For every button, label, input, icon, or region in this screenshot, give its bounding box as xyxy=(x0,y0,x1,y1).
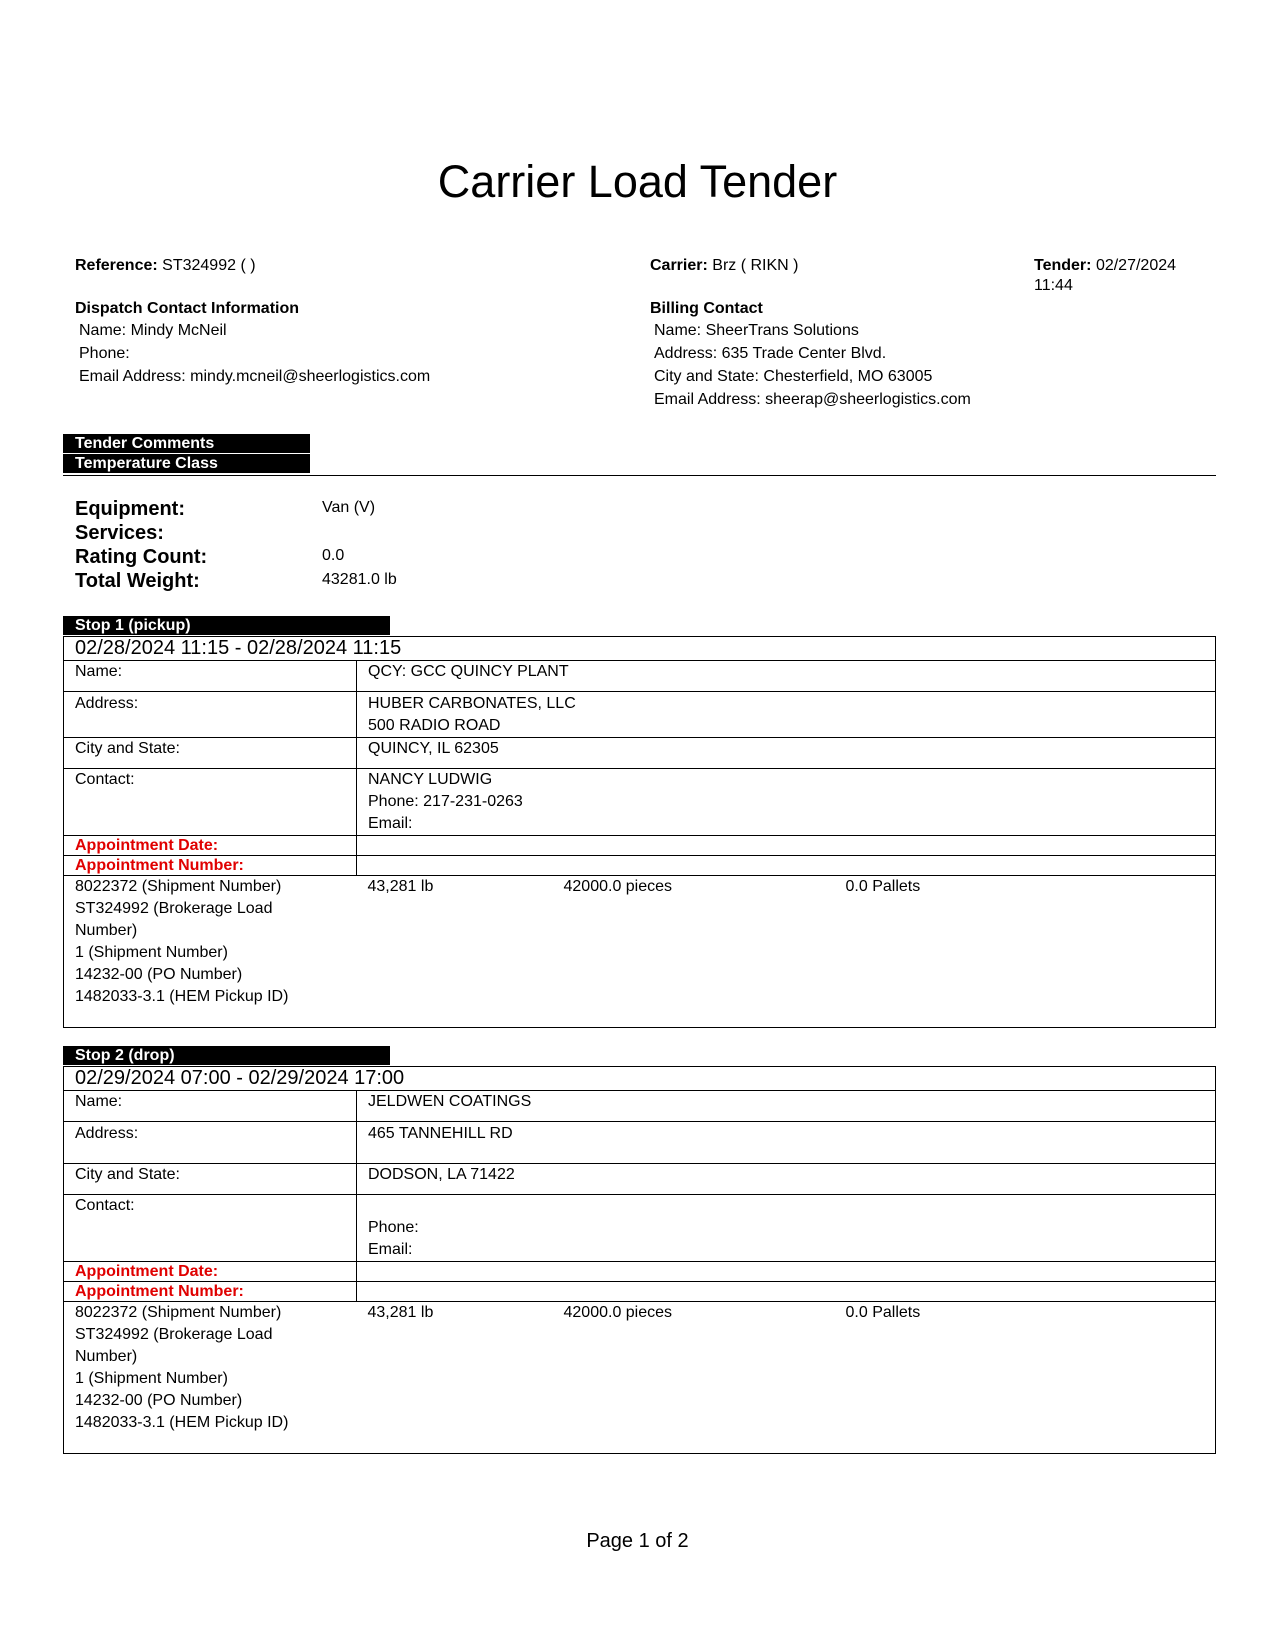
billing-name-label: Name: xyxy=(654,322,702,339)
stop-2-weight: 43,281 lb xyxy=(367,1304,434,1321)
carrier-field xyxy=(650,256,798,276)
stop-2-contact xyxy=(357,1195,1216,1262)
stop-1-contact-phone: Phone: 217-231-0263 xyxy=(368,793,523,810)
stop-1-pallets: 0.0 Pallets xyxy=(845,878,921,895)
total-weight-label: Total Weight: xyxy=(75,570,200,592)
stop-2-reference: ST324992 (Brokerage Load xyxy=(75,1326,273,1343)
tender-label: Tender: xyxy=(1034,257,1092,274)
stop-2-reference: 1 (Shipment Number) xyxy=(75,1370,228,1387)
stop-2-appointment-date-label: Appointment Date: xyxy=(64,1262,357,1282)
stop-2-table xyxy=(63,1066,1216,1454)
stop-1-contact-label: Contact: xyxy=(64,769,357,836)
reference-label: Reference: xyxy=(75,257,158,274)
stop-2-pallets: 0.0 Pallets xyxy=(845,1304,921,1321)
reference-value: ST324992 ( ) xyxy=(162,257,256,274)
stop-1-address xyxy=(357,692,1216,738)
stop-1-city: QUINCY, IL 62305 xyxy=(357,738,1216,769)
equipment-value: Van (V) xyxy=(322,499,376,516)
dispatch-contact xyxy=(75,298,430,388)
stop-1-address-line-2: 500 RADIO ROAD xyxy=(368,717,501,734)
stop-2-appointment-number-label: Appointment Number: xyxy=(64,1282,357,1302)
stop-1-appointment-number-label: Appointment Number: xyxy=(64,856,357,876)
stop-1-name: QCY: GCC QUINCY PLANT xyxy=(357,661,1216,692)
stop-1-address-line-1: HUBER CARBONATES, LLC xyxy=(368,695,576,712)
billing-heading: Billing Contact xyxy=(650,300,763,317)
billing-address xyxy=(650,342,971,365)
divider xyxy=(63,475,1216,476)
rating-count-label: Rating Count: xyxy=(75,546,208,568)
stop-2-datetime: 02/29/2024 07:00 - 02/29/2024 17:00 xyxy=(64,1067,1216,1091)
stop-1-address-label: Address: xyxy=(64,692,357,738)
carrier-value: Brz ( RIKN ) xyxy=(712,257,799,274)
stop-2-address-line-1: 465 TANNEHILL RD xyxy=(368,1125,513,1142)
dispatch-heading: Dispatch Contact Information xyxy=(75,300,300,317)
stop-2-header: Stop 2 (drop) xyxy=(63,1046,390,1065)
stop-2-quantities xyxy=(357,1302,1216,1454)
equipment-label: Equipment: xyxy=(75,498,185,520)
stop-2-contact-phone: Phone: xyxy=(368,1219,419,1236)
billing-address-label: Address: xyxy=(654,345,718,362)
billing-city-value: Chesterfield xyxy=(763,368,849,385)
dispatch-phone: Phone: xyxy=(79,345,130,362)
dispatch-email: Email Address: mindy.mcneil@sheerlogistics.com xyxy=(79,368,431,385)
stop-1-contact-email: Email: xyxy=(368,815,413,832)
stop-1-reference: 1 (Shipment Number) xyxy=(75,944,228,961)
billing-name-value: SheerTrans Solutions xyxy=(705,322,859,339)
stop-1-reference: 14232-00 (PO Number) xyxy=(75,966,243,983)
billing-state-value: MO 63005 xyxy=(857,368,933,385)
billing-email: Email Address: sheerap@sheerlogistics.com xyxy=(654,391,971,408)
stop-1-header: Stop 1 (pickup) xyxy=(63,616,390,635)
stop-2-address xyxy=(357,1122,1216,1164)
stop-1-references xyxy=(64,876,357,1028)
stop-1-weight: 43,281 lb xyxy=(367,878,434,895)
stop-1-appointment-number xyxy=(357,856,1216,876)
stop-2-city-label: City and State: xyxy=(64,1164,357,1195)
stop-1-reference: 1482033-3.1 (HEM Pickup ID) xyxy=(75,988,289,1005)
stop-1-name-label: Name: xyxy=(64,661,357,692)
stop-2-appointment-date xyxy=(357,1262,1216,1282)
stop-1-appointment-date-label: Appointment Date: xyxy=(64,836,357,856)
tender-comments-bar: Tender Comments xyxy=(63,434,310,453)
stop-1-contact xyxy=(357,769,1216,836)
dispatch-name: Name: Mindy McNeil xyxy=(79,322,227,339)
stop-1-contact-name: NANCY LUDWIG xyxy=(368,771,493,788)
tender-time: 11:44 xyxy=(1034,277,1073,294)
stop-1-table xyxy=(63,636,1216,1028)
billing-name xyxy=(650,319,971,342)
stop-1-reference: 8022372 (Shipment Number) xyxy=(75,878,282,895)
stop-1-city-label: City and State: xyxy=(64,738,357,769)
stop-1-datetime: 02/28/2024 11:15 - 02/28/2024 11:15 xyxy=(64,637,1216,661)
stop-2-contact-name xyxy=(368,1195,1215,1217)
page-title: Carrier Load Tender xyxy=(437,156,838,207)
stop-2-reference: 8022372 (Shipment Number) xyxy=(75,1304,282,1321)
tender-date: 02/27/2024 xyxy=(1095,257,1177,274)
billing-city: City and State: Chesterfield, MO 63005 xyxy=(654,368,933,385)
stop-1-reference: ST324992 (Brokerage Load xyxy=(75,900,273,917)
services-label: Services: xyxy=(75,522,164,544)
stop-1-reference: Number) xyxy=(75,922,138,939)
temperature-class-bar: Temperature Class xyxy=(63,454,310,473)
billing-address-value: 635 Trade Center Blvd. xyxy=(721,345,887,362)
stop-2-city: DODSON, LA 71422 xyxy=(357,1164,1216,1195)
rating-count-value: 0.0 xyxy=(322,547,345,564)
billing-city-label: City and State: xyxy=(654,368,759,385)
stop-2-appointment-number xyxy=(357,1282,1216,1302)
stop-2-pieces: 42000.0 pieces xyxy=(563,1304,673,1321)
stop-2-address-label: Address: xyxy=(64,1122,357,1164)
tender-field xyxy=(1034,256,1234,296)
stop-2-references xyxy=(64,1302,357,1454)
stop-2-reference: Number) xyxy=(75,1348,138,1365)
page-number: Page 1 of 2 xyxy=(586,1530,689,1552)
stop-2-name-label: Name: xyxy=(64,1091,357,1122)
stop-2-contact-label: Contact: xyxy=(64,1195,357,1262)
stop-2-reference: 14232-00 (PO Number) xyxy=(75,1392,243,1409)
stop-1-quantities xyxy=(357,876,1216,1028)
stop-2-contact-email: Email: xyxy=(368,1241,413,1258)
reference-field xyxy=(75,256,256,276)
stop-1-appointment-date xyxy=(357,836,1216,856)
stop-2-name: JELDWEN COATINGS xyxy=(357,1091,1216,1122)
stop-2-reference: 1482033-3.1 (HEM Pickup ID) xyxy=(75,1414,289,1431)
stop-1-pieces: 42000.0 pieces xyxy=(563,878,673,895)
billing-contact xyxy=(650,298,971,411)
total-weight-value: 43281.0 lb xyxy=(322,571,397,588)
carrier-label: Carrier: xyxy=(650,257,708,274)
summary-labels xyxy=(75,497,207,593)
